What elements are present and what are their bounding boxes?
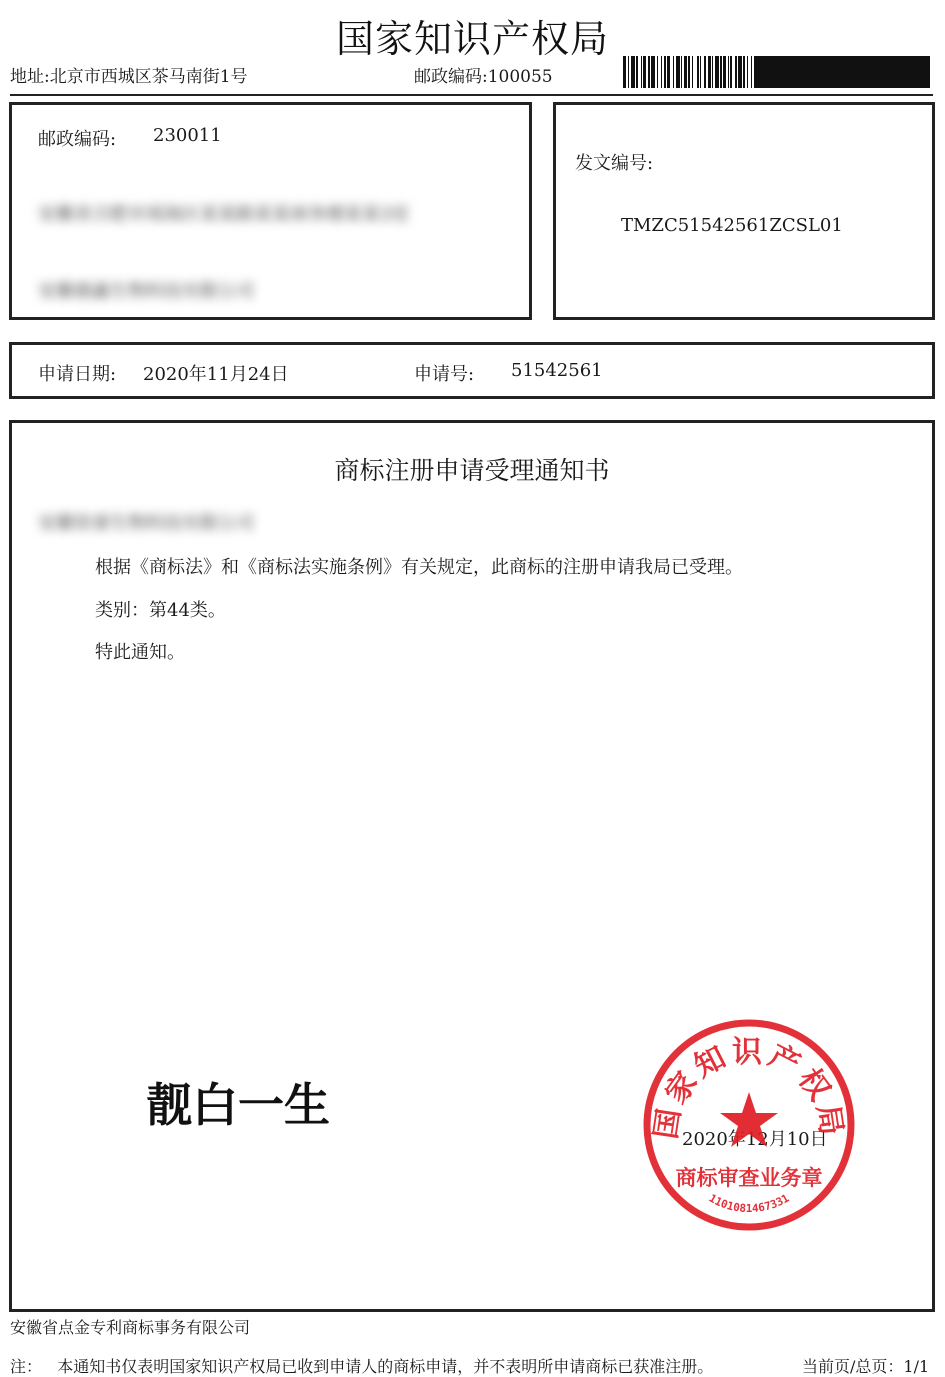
seal-star-icon	[720, 1092, 778, 1147]
application-date-value: 2020年11月24日	[143, 364, 289, 385]
org-title: 国家知识产权局	[335, 17, 609, 61]
page-indicator: 当前页/总页：1/1	[802, 1357, 930, 1376]
document-ref-box	[553, 102, 935, 320]
document-ref-value: TMZC51542561ZCSL01	[621, 215, 843, 236]
footer-note: 注： 本通知书仅表明国家知识产权局已收到申请人的商标申请，并不表明所申请商标已获准注册。	[10, 1357, 714, 1376]
notice-issue-date: 2020年12月10日	[682, 1129, 828, 1150]
application-date-label: 申请日期:	[38, 364, 117, 385]
official-seal	[642, 1018, 856, 1232]
application-info-box	[9, 342, 935, 399]
application-number-value: 51542561	[511, 360, 603, 381]
notice-addressee: 安徽馆睿生物科技有限公司	[38, 513, 254, 534]
recipient-box	[9, 102, 532, 320]
recipient-postcode-value: 230011	[153, 125, 222, 146]
sender-address: 地址:北京市西城区茶马南街1号	[10, 67, 248, 87]
document-ref-label: 发文编号:	[575, 153, 654, 174]
notice-title: 商标注册申请受理通知书	[334, 456, 610, 485]
application-number-label: 申请号:	[414, 364, 475, 385]
seal-inner-text: 商标审查业务章	[675, 1166, 823, 1190]
trademark-name: 靓白一生	[146, 1078, 330, 1132]
recipient-company: 安徽德鑫生物科技有限公司	[38, 281, 254, 302]
sender-postcode: 邮政编码:100055	[414, 67, 553, 87]
notice-closing: 特此通知。	[95, 642, 185, 663]
agent-name: 安徽省点金专利商标事务有限公司	[10, 1318, 251, 1337]
seal-outer-text: 国家知识产权局	[648, 1035, 850, 1142]
notice-body: 根据《商标法》和《商标法实施条例》有关规定，此商标的注册申请我局已受理。	[95, 557, 743, 578]
recipient-postcode-label: 邮政编码:	[38, 129, 117, 150]
notice-category: 类别：第44类。	[95, 600, 226, 621]
seal-serial: 1101081467331	[706, 1191, 792, 1216]
header-divider	[10, 94, 933, 96]
recipient-address: 安徽省合肥市瑶海区某某路某某商务楼某某3室	[38, 204, 410, 225]
barcode-icon	[623, 56, 930, 88]
